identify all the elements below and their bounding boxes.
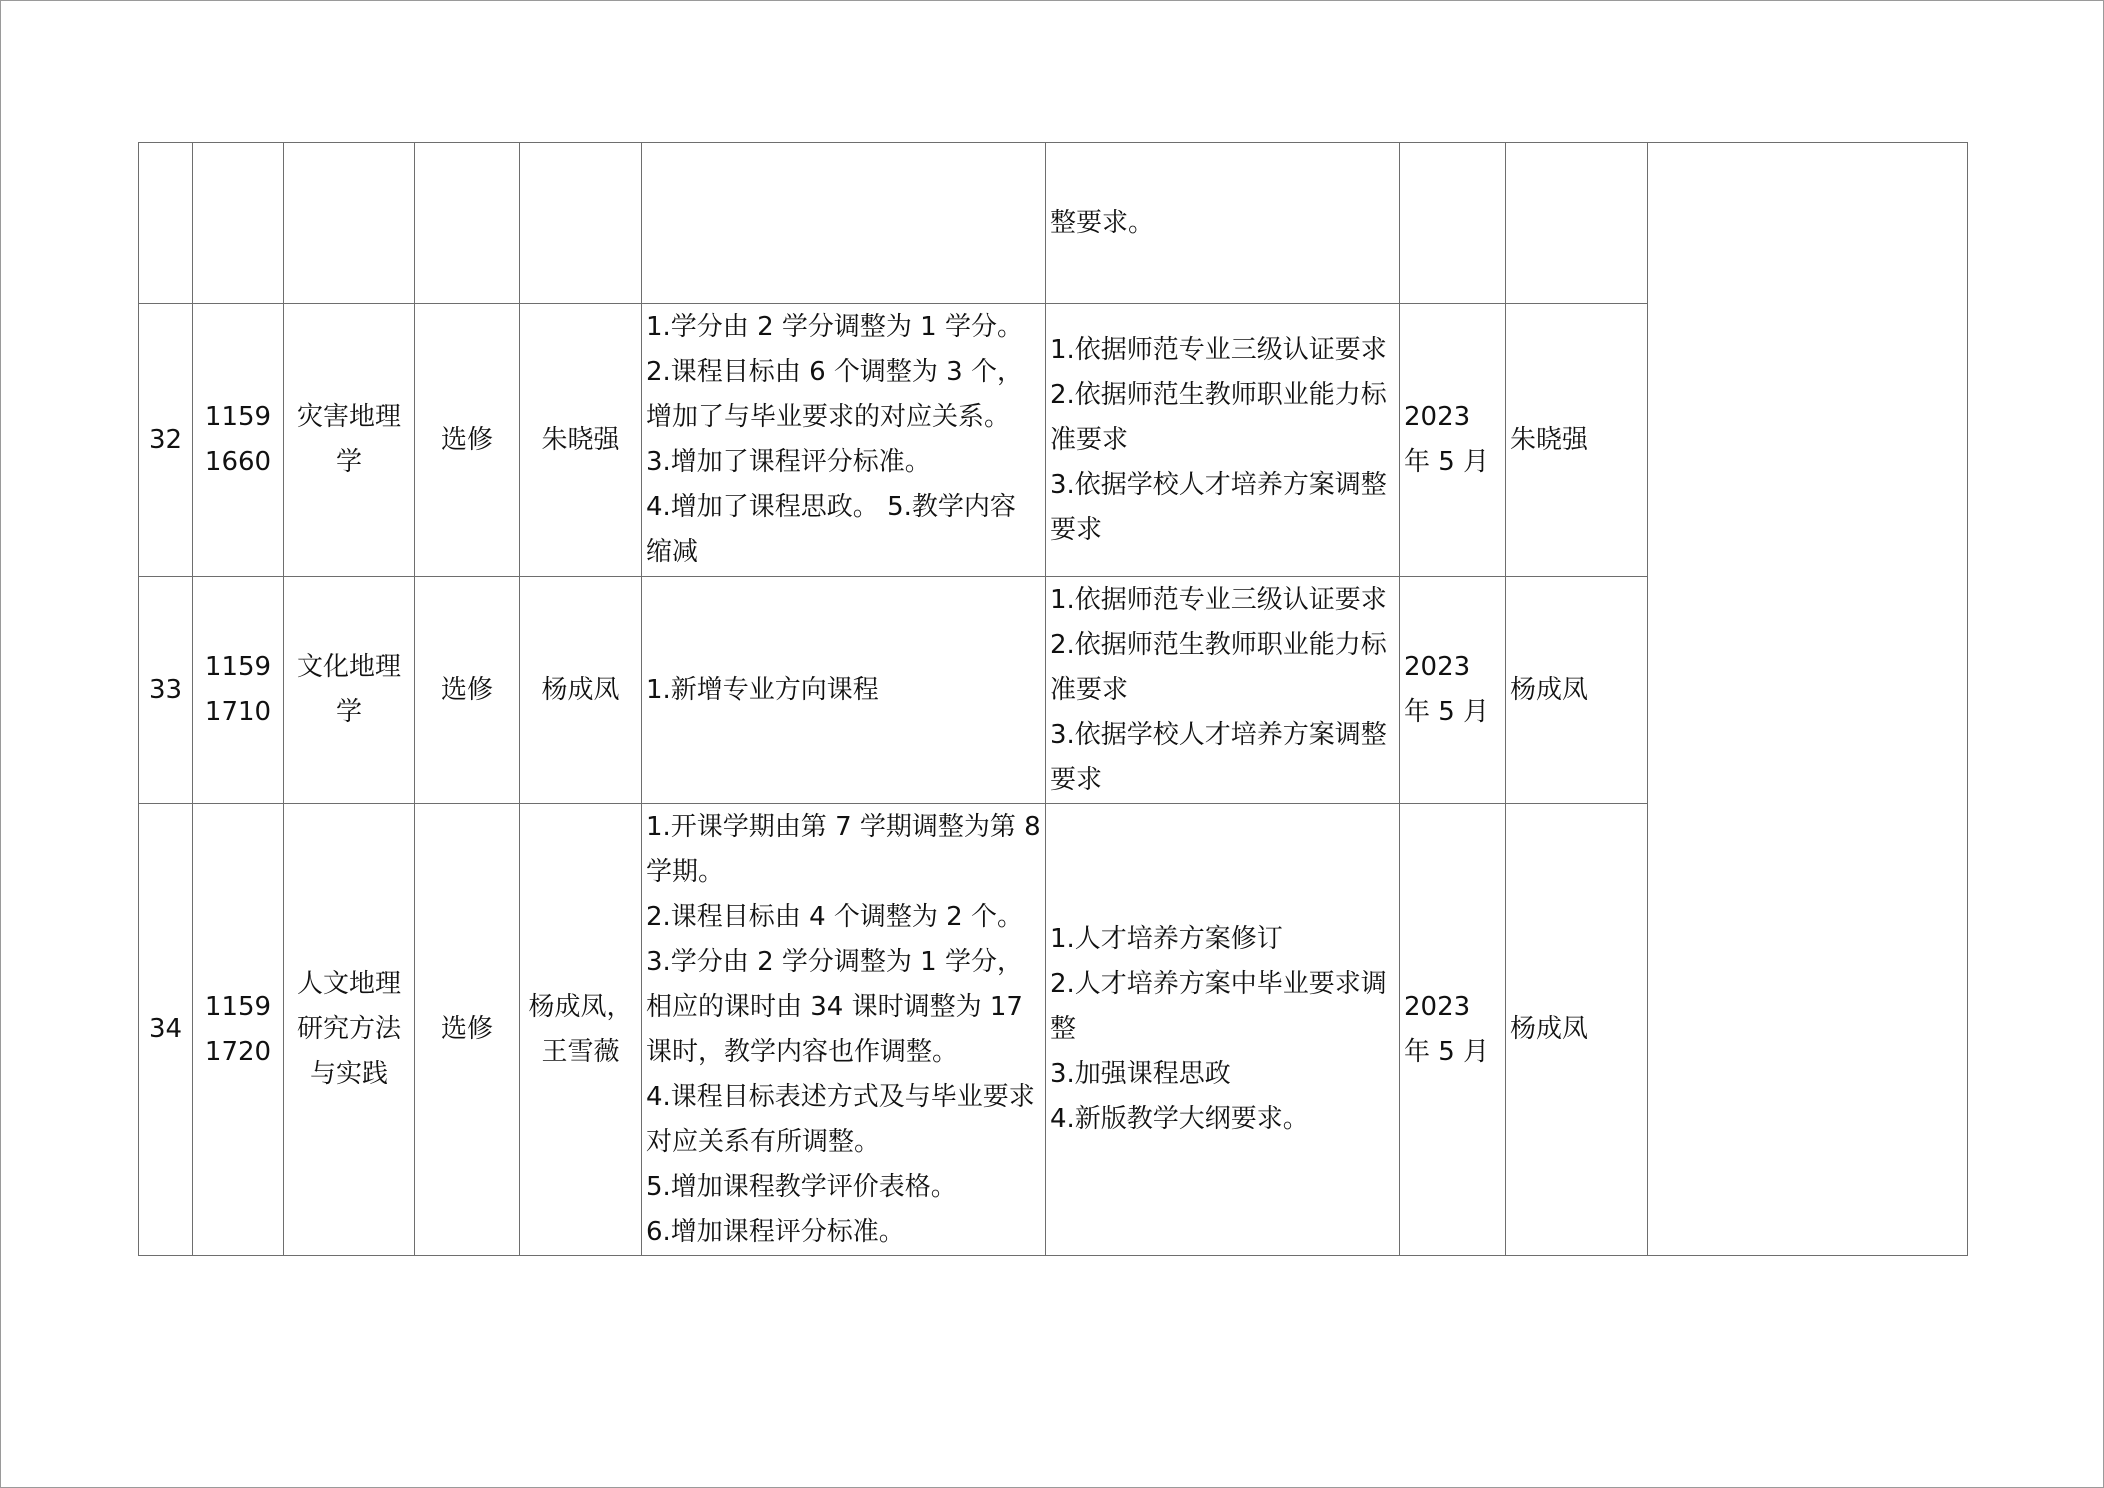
cell-course-name <box>284 143 415 304</box>
change-line: 1.学分由 2 学分调整为 1 学分。 <box>646 312 1023 342</box>
cell-code: 11591660 <box>193 304 284 577</box>
change-line: 4.课程目标表述方式及与毕业要求对应关系有所调整。 <box>646 1081 1035 1157</box>
cell-course-type: 选修 <box>415 304 520 577</box>
cell-changes <box>642 577 1046 804</box>
cell-no: 32 <box>139 304 193 577</box>
cell-person: 杨成凤 <box>1506 577 1648 804</box>
basis-line: 1.依据师范专业三级认证要求 <box>1050 584 1387 615</box>
course-revision-table <box>138 142 1968 1256</box>
change-line: 1.新增专业方向课程 <box>646 674 879 705</box>
cell-date: 2023 年 5 月 <box>1400 804 1506 1256</box>
cell-basis <box>1046 304 1400 577</box>
basis-line: 3.加强课程思政 <box>1050 1059 1231 1089</box>
cell-course-name: 灾害地理学 <box>284 304 415 577</box>
change-line: 1.开课学期由第 7 学期调整为第 8 学期。 <box>646 811 1041 887</box>
cell-basis <box>1046 804 1400 1256</box>
basis-line: 3.依据学校人才培养方案调整要求 <box>1050 719 1387 795</box>
change-line: 4.增加了课程思政。 5.教学内容缩减 <box>646 492 1016 567</box>
basis-line: 1.依据师范专业三级认证要求 <box>1050 334 1387 365</box>
cell-no: 34 <box>139 804 193 1256</box>
cell-course-type: 选修 <box>415 804 520 1256</box>
basis-line: 4.新版教学大纲要求。 <box>1050 1104 1309 1134</box>
basis-line: 3.依据学校人才培养方案调整要求 <box>1050 469 1387 545</box>
cell-course-type <box>415 143 520 304</box>
change-line: 3.学分由 2 学分调整为 1 学分，相应的课时由 34 课时调整为 17 课时，教学内容也作调整。 <box>646 946 1023 1067</box>
cell-changes <box>642 143 1046 304</box>
basis-line: 2.依据师范生教师职业能力标准要求 <box>1050 379 1387 455</box>
cell-basis <box>1046 577 1400 804</box>
cell-code <box>193 143 284 304</box>
cell-course-type: 选修 <box>415 577 520 804</box>
cell-date <box>1400 143 1506 304</box>
basis-line: 1.人才培养方案修订 <box>1050 924 1283 954</box>
cell-person <box>1506 143 1648 304</box>
cell-no: 33 <box>139 577 193 804</box>
basis-line: 2.依据师范生教师职业能力标准要求 <box>1050 629 1387 705</box>
change-line: 6.增加课程评分标准。 <box>646 1216 905 1247</box>
cell-code: 11591720 <box>193 804 284 1256</box>
cell-basis <box>1046 143 1400 304</box>
cell-changes <box>642 804 1046 1256</box>
cell-course-name: 人文地理研究方法与实践 <box>284 804 415 1256</box>
cell-course-name: 文化地理学 <box>284 577 415 804</box>
table-row <box>139 143 1968 304</box>
cell-person: 杨成凤 <box>1506 804 1648 1256</box>
cell-code: 11591710 <box>193 577 284 804</box>
change-line: 2.课程目标由 6 个调整为 3 个，增加了与毕业要求的对应关系。 <box>646 357 1023 432</box>
change-line: 3.增加了课程评分标准。 <box>646 447 931 477</box>
cell-teacher: 杨成凤 <box>520 577 642 804</box>
change-line: 5.增加课程教学评价表格。 <box>646 1171 957 1202</box>
cell-teacher: 朱晓强 <box>520 304 642 577</box>
cell-teacher: 杨成凤，王雪薇 <box>520 804 642 1256</box>
cell-changes <box>642 304 1046 577</box>
change-line: 2.课程目标由 4 个调整为 2 个。 <box>646 901 1023 932</box>
cell-date: 2023 年 5 月 <box>1400 304 1506 577</box>
cell-teacher <box>520 143 642 304</box>
basis-line: 整要求。 <box>1050 207 1155 238</box>
basis-line: 2.人才培养方案中毕业要求调整 <box>1050 969 1387 1044</box>
cell-no <box>139 143 193 304</box>
cell-date: 2023 年 5 月 <box>1400 577 1506 804</box>
cell-note <box>1648 143 1968 1256</box>
cell-person: 朱晓强 <box>1506 304 1648 577</box>
